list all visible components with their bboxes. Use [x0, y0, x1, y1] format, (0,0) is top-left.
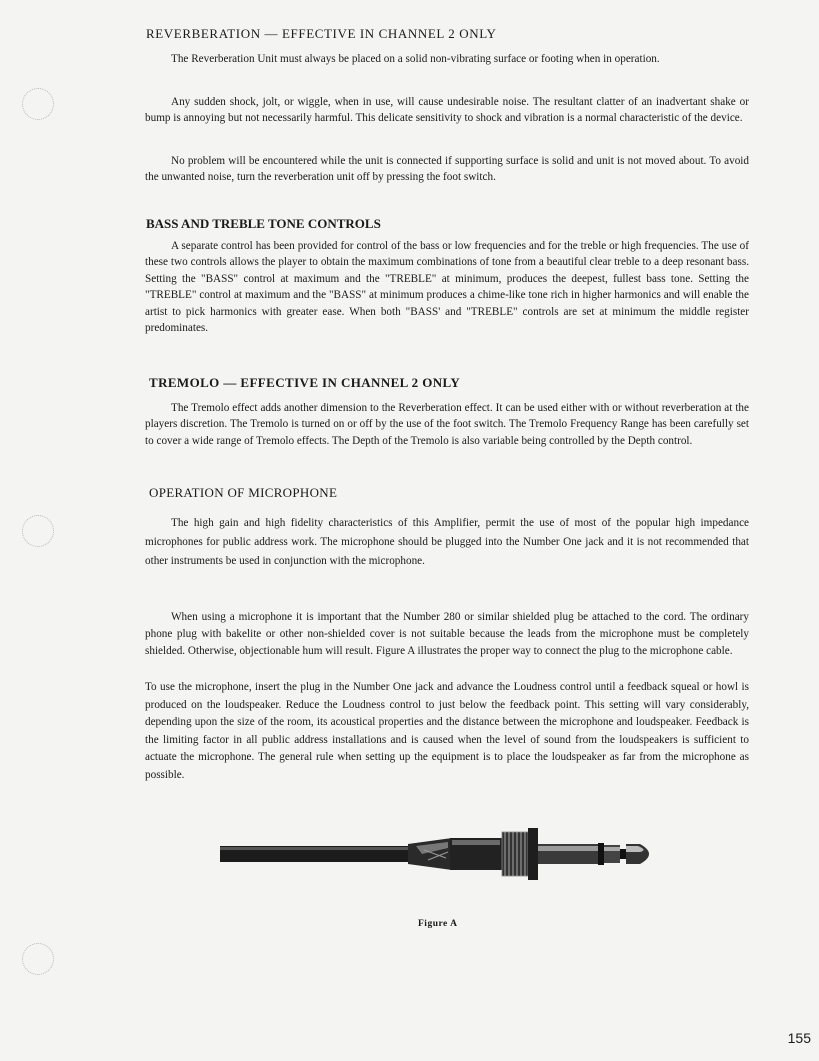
- section-heading-reverberation: REVERBERATION — EFFECTIVE IN CHANNEL 2 ONLY: [146, 26, 497, 41]
- page-number: 155: [787, 1030, 811, 1046]
- paragraph-microphone-2: When using a microphone it is important that the Number 280 or similar shielded plug be attached to the cord. The ordinary phone plug with bakelite or other non-shielded cover is not suitable because the leads from the microphone must be completely shielded. Otherwise, objectionable hum will result. Figure A illustrates the proper way to connect the plug to the microphone cable.: [145, 611, 749, 657]
- paragraph-reverberation-1: The Reverberation Unit must always be placed on a solid non-vibrating surface or footing when in operation.: [171, 53, 660, 65]
- punch-hole-bottom: [22, 943, 54, 975]
- paragraph-microphone-1: The high gain and high fidelity characteristics of this Amplifier, permit the use of most of the popular high impedance microphones for public address work. The microphone should be plugged into the Number One jack and it is not recommended that other instruments be used in conjunction with the microphone.: [145, 517, 749, 567]
- paragraph-microphone-3: To use the microphone, insert the plug in the Number One jack and advance the Loudness control until a feedback squeal or howl is produced on the loudspeaker. Reduce the Loudness control to just below the feedback point. This setting will vary considerably, depending upon the size of the room, its acoustical properties and the distance between the microphone and loudspeaker. Feedback is the limiting factor in all public address installations and is caused when the level of sound from the loudspeakers is sufficient to actuate the microphone. The general rule when setting up the equipment is to place the loudspeaker as far from the microphone as possible.: [145, 681, 749, 781]
- phone-plug-illustration: [212, 826, 668, 882]
- paragraph-reverberation-2: Any sudden shock, jolt, or wiggle, when in use, will cause undesirable noise. The resultant clatter of an inadvertant shake or bump is annoying but not necessarily harmful. This delicate sensitivity to shock and vibration is a normal characteristic of the device.: [145, 96, 749, 125]
- section-heading-bass-treble: BASS AND TREBLE TONE CONTROLS: [146, 216, 381, 231]
- section-heading-tremolo: TREMOLO — EFFECTIVE IN CHANNEL 2 ONLY: [149, 375, 461, 390]
- paragraph-tremolo: The Tremolo effect adds another dimension to the Reverberation effect. It can be used either with or without reverberation at the players discretion. The Tremolo is turned on or off by the use of the foot switch. The Tremolo Frequency Range has been carefully set to cover a wide range of Tremolo effects. The Depth of the Tremolo is also variable being controlled by the Depth control.: [145, 402, 749, 447]
- figure-phone-plug: [212, 826, 668, 882]
- page-content: [116, 0, 751, 1061]
- paragraph-bass-treble: A separate control has been provided for control of the bass or low frequencies and for the treble or high frequencies. The use of these two controls allows the player to obtain the maximum combinations of tone from a beautiful clear treble to a deep resonant bass. Setting the "BASS" control at maximum and the "TREBLE" at minimum, produces the deepest, fullest bass tone. Setting the "TREBLE" control at maximum and the "BASS" at minimum produces a chime-like tone rich in higher harmonics and will enable the artist to pick harmonics with greater ease. When both "BASS' and "TREBLE" controls are set at minimum the middle register predominates.: [145, 240, 749, 335]
- section-heading-microphone: OPERATION OF MICROPHONE: [149, 485, 338, 500]
- punch-hole-top: [22, 88, 54, 120]
- punch-hole-middle: [22, 515, 54, 547]
- paragraph-reverberation-3: No problem will be encountered while the unit is connected if supporting surface is solid and unit is not moved about. To avoid the unwanted noise, turn the reverberation unit off by pressing the foot switch.: [145, 155, 749, 184]
- figure-caption: Figure A: [418, 919, 458, 929]
